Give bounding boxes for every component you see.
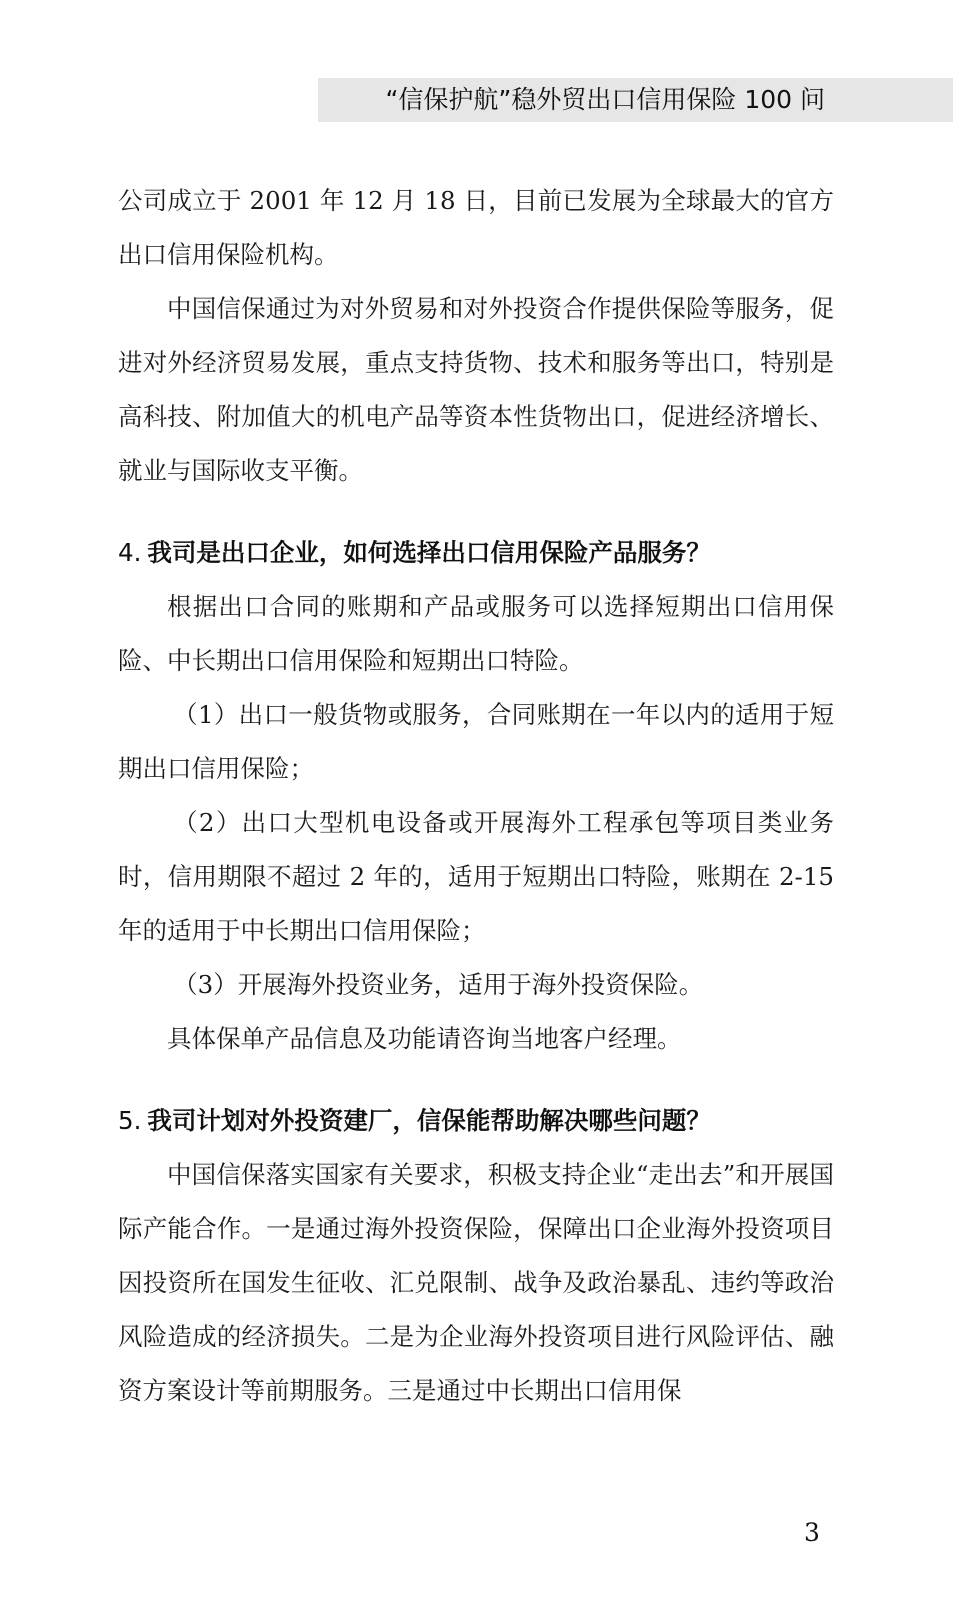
question-4-answer-1: 根据出口合同的账期和产品或服务可以选择短期出口信用保险、中长期出口信用保险和短期出口特险。 xyxy=(118,592,834,675)
question-4-answer-item-2: （2）出口大型机电设备或开展海外工程承包等项目类业务时，信用期限不超过 2 年的，适用于短期出口特险，账期在 2-15 年的适用于中长期出口信用保险； xyxy=(118,808,834,945)
question-4-answer-item-3: （3）开展海外投资业务，适用于海外投资保险。 xyxy=(173,970,704,999)
intro-paragraph-1: 公司成立于 2001 年 12 月 18 日，目前已发展为全球最大的官方出口信用保险机构。 xyxy=(118,186,834,269)
question-4-answer-item-1: （1）出口一般货物或服务，合同账期在一年以内的适用于短期出口信用保险； xyxy=(118,700,834,783)
question-4-heading xyxy=(118,526,834,580)
question-5-number: 5. xyxy=(118,1106,142,1135)
question-4-number: 4. xyxy=(118,538,142,567)
question-5-heading xyxy=(118,1094,834,1148)
page-number: 3 xyxy=(804,1518,820,1547)
page-body xyxy=(118,174,834,1418)
intro-paragraph-2: 中国信保通过为对外贸易和对外投资合作提供保险等服务，促进对外经济贸易发展，重点支持货物、技术和服务等出口，特别是高科技、附加值大的机电产品等资本性货物出口，促进经济增长、就业与国际收支平衡。 xyxy=(118,294,834,485)
question-4-text: 我司是出口企业，如何选择出口信用保险产品服务？ xyxy=(147,538,711,567)
question-4-answer-closing: 具体保单产品信息及功能请咨询当地客户经理。 xyxy=(167,1024,682,1053)
question-5-text: 我司计划对外投资建厂，信保能帮助解决哪些问题？ xyxy=(147,1106,711,1135)
question-5-answer-1: 中国信保落实国家有关要求，积极支持企业“走出去”和开展国际产能合作。一是通过海外投资保险，保障出口企业海外投资项目因投资所在国发生征收、汇兑限制、战争及政治暴乱、违约等政治风险造成的经济损失。二是为企业海外投资项目进行风险评估、融资方案设计等前期服务。三是通过中长期出口信用保 xyxy=(118,1160,834,1405)
running-header-title: “信保护航”稳外贸出口信用保险 100 问 xyxy=(385,85,825,114)
